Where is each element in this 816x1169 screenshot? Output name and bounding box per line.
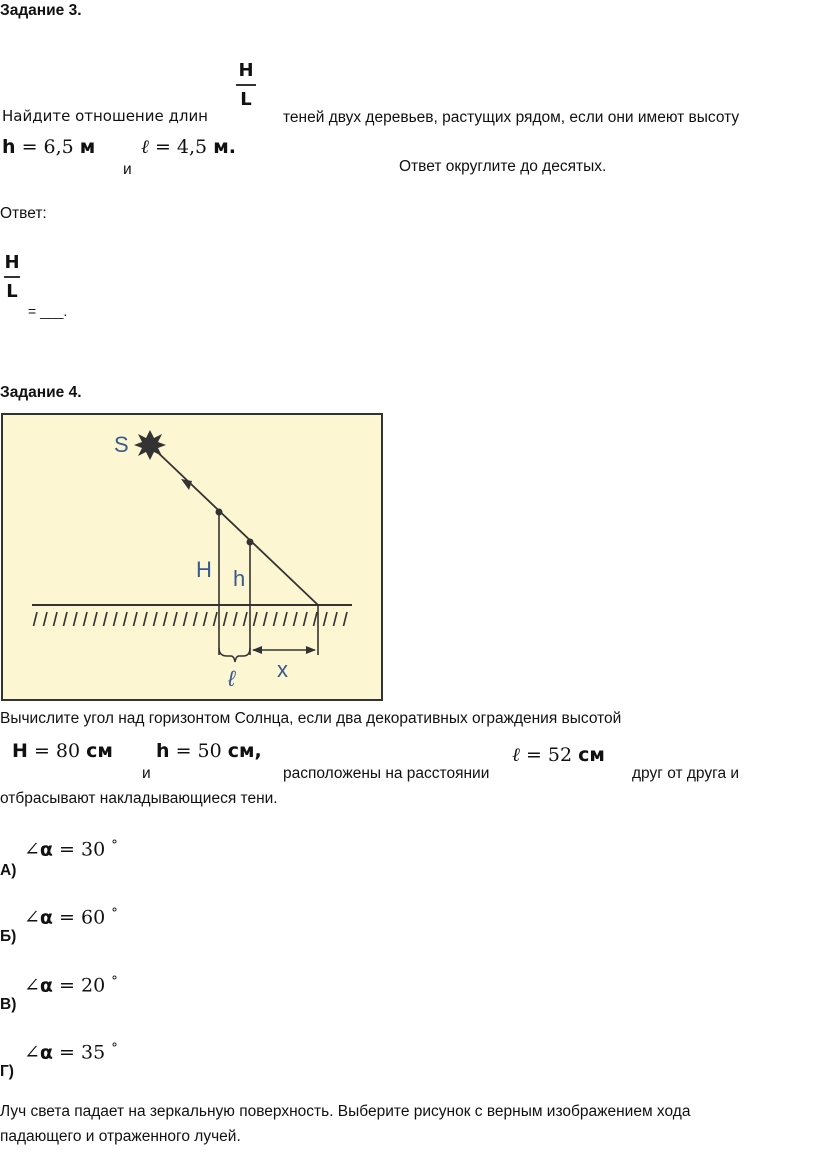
option-letter: Г) [0,1063,14,1080]
task3-rest: теней двух деревьев, растущих рядом, если они имеют высоту [283,109,740,126]
option-a[interactable] [0,838,200,883]
label-l: ℓ [228,666,236,691]
alpha-variable: α [39,906,53,929]
fraction-bar [4,276,20,278]
task5-line1: Луч света падает на зеркальную поверхность. Выберите рисунок с верным изображением хода [0,1103,691,1120]
task4-H-formula [12,740,113,762]
diagram-frame [2,414,382,700]
option-letter: А) [0,862,17,879]
angle-icon: ∠ [24,1041,40,1064]
angle-icon: ∠ [24,838,40,861]
alpha-variable: α [39,838,53,861]
option-value: = 20 [52,974,112,997]
h-equals-value: = 50 [169,740,228,762]
h-variable: h [156,740,170,762]
l-equals-value: = 4,5 [148,136,214,158]
option-letter: В) [0,996,17,1013]
task3-answer-blank[interactable]: = ___. [28,303,68,319]
task4-conjunction: и [142,765,151,782]
task4-l-formula [512,744,605,767]
task3-l-formula [141,136,236,159]
task5-line2: падающего и отраженного лучей. [0,1128,241,1145]
H-variable: H [12,740,28,762]
label-H: H [196,557,212,582]
l-unit: м. [213,136,236,158]
task3-h-formula [2,136,95,158]
label-S: S [114,432,129,457]
h-variable: h [2,136,16,158]
option-value: = 60 [52,906,112,929]
degree-symbol: ° [111,974,118,989]
h-unit: м [79,136,96,158]
H-unit: см [86,740,113,762]
H-equals-value: = 80 [27,740,87,762]
l-variable: ℓ [141,136,149,158]
label-h: h [233,566,246,591]
h-unit: см, [227,740,262,762]
ground-hatching [32,608,352,626]
pole-h-top [247,539,254,546]
alpha-variable: α [39,974,53,997]
label-x: x [277,657,288,682]
h-equals-value: = 6,5 [15,136,80,158]
task3-answer-fraction [4,252,20,302]
task3-conjunction: и [123,161,132,178]
fraction-bar [236,84,256,86]
degree-symbol: ° [111,906,118,921]
option-b[interactable] [0,906,200,951]
option-value: = 35 [52,1041,112,1064]
option-d[interactable] [0,1041,200,1086]
option-value: = 30 [52,838,112,861]
alpha-variable: α [39,1041,53,1064]
task3-fraction-numerator: H [238,60,254,81]
task3-fraction-denominator: L [240,88,252,110]
task4-heading: Задание 4. [0,384,82,401]
task3-answer-label: Ответ: [0,205,47,222]
task3-prefix: Найдите отношение длин [2,107,208,125]
shadow-diagram [0,412,384,702]
answer-fraction-denominator: L [6,280,18,302]
task4-h-formula [156,740,262,762]
task4-question-line3: отбрасывают накладывающиеся тени. [0,790,278,807]
answer-fraction-numerator: H [4,252,20,273]
l-equals-value: = 52 [519,744,579,766]
pole-H-top [216,509,223,516]
degree-symbol: ° [111,1041,118,1056]
task3-fraction [236,60,256,110]
degree-symbol: ° [111,838,118,853]
task4-question-line1: Вычислите угол над горизонтом Солнца, если два декоративных ограждения высотой [0,710,622,727]
option-c[interactable] [0,974,200,1019]
task3-heading: Задание 3. [0,2,82,19]
l-unit: см [578,744,605,766]
angle-icon: ∠ [24,974,40,997]
l-variable: ℓ [512,744,520,766]
option-letter: Б) [0,928,17,945]
task4-friend-text: друг от друга и [632,765,740,782]
task4-placed-text: расположены на расстоянии [283,765,490,782]
task3-round-note: Ответ округлите до десятых. [399,158,607,175]
angle-icon: ∠ [24,906,40,929]
